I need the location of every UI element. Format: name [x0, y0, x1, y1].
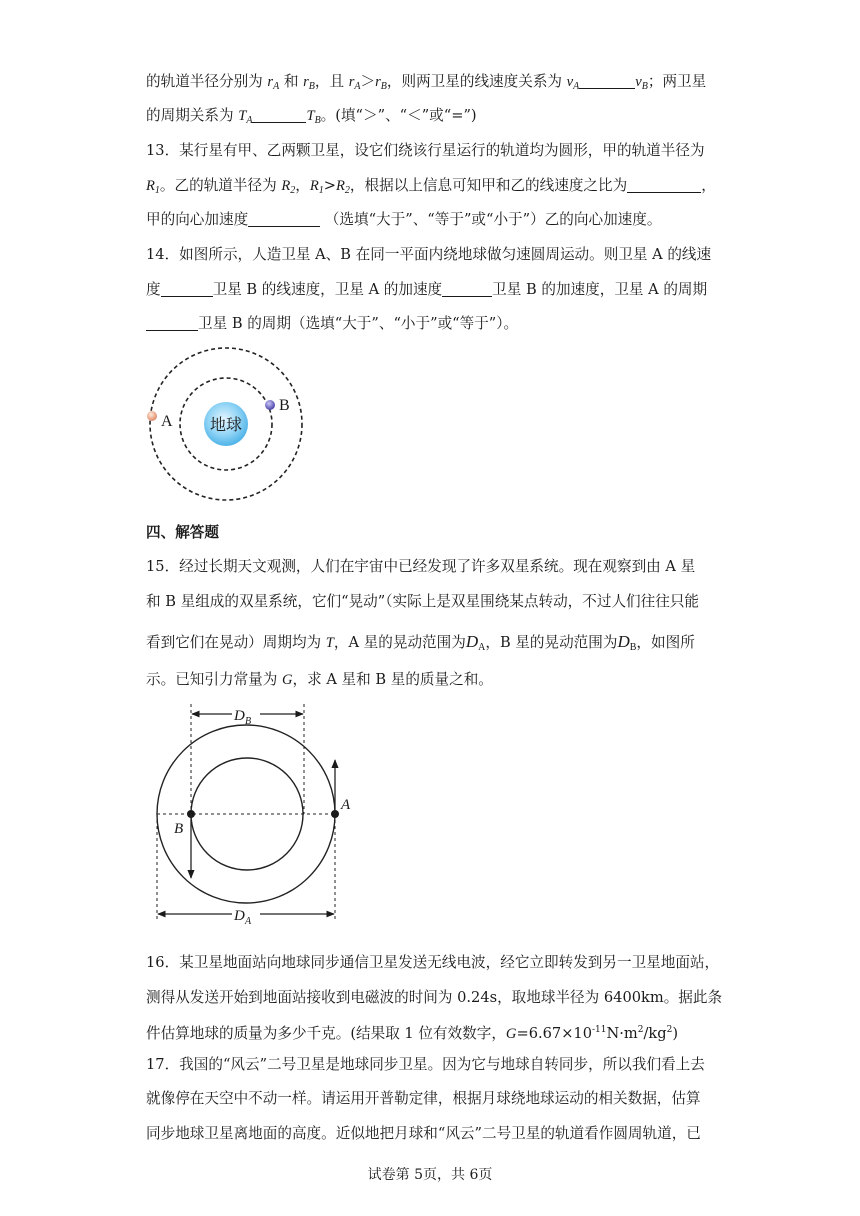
text: 的周期关系为 — [146, 107, 239, 124]
text: 和 — [279, 73, 304, 90]
page-footer: 试卷第 5页，共 6页 — [367, 1167, 493, 1183]
var-r: r — [267, 74, 274, 90]
var-v: v — [635, 74, 642, 90]
text: 件估算地球的质量为多少千克。(结果取 1 位有效数字， — [146, 1025, 506, 1042]
var-v: v — [566, 74, 574, 90]
var-r: r — [375, 74, 381, 90]
q14-line-1: 14．如图所示，人造卫星 A、B 在同一平面内绕地球做匀速圆周运动。则卫星 A 的线速 — [146, 246, 712, 263]
q13-line-3 — [146, 210, 661, 230]
q15-line-4 — [146, 670, 493, 690]
star-a-label: A — [341, 797, 351, 813]
answer-blank[interactable] — [161, 282, 213, 297]
text: 。(填“＞”、“＜”或“=”) — [320, 107, 477, 124]
q17-line-2: 就像停在天空中不动一样。请运用开普勒定律，根据月球绕地球运动的相关数据，估算 — [146, 1090, 701, 1107]
q15-line-2: 和 B 星组成的双星系统，它们“晃动”（实际上是双星围绕某点转动，不过人们往往只能 — [146, 593, 700, 610]
var-g: G — [505, 1026, 517, 1042]
sub: B — [380, 81, 387, 92]
answer-blank[interactable] — [248, 212, 320, 227]
sub: 1 — [154, 185, 160, 196]
text: ；两卫星 — [647, 73, 707, 90]
var-r: r — [348, 74, 355, 90]
text: 看到它们在晃动）周期均为 — [146, 634, 326, 651]
text: 的轨道半径分别为 — [146, 73, 268, 90]
q16-line-1: 16．某卫星地面站向地球同步通信卫星发送无线电波，经它立即转发到另一卫星地面站， — [146, 954, 720, 971]
var-d: D — [465, 632, 479, 651]
label-db: D — [234, 708, 245, 724]
binary-star-figure — [146, 702, 366, 928]
text: ，则两卫星的线速度关系为 — [386, 73, 567, 90]
text: ，如图所 — [636, 634, 695, 651]
text: 度 — [146, 281, 161, 298]
exponent: -11 — [592, 1025, 607, 1035]
var-t: T — [325, 635, 334, 651]
q12-line-2 — [146, 106, 477, 131]
var-r: R — [309, 178, 319, 194]
q14-line-2 — [146, 280, 707, 300]
q17-line-1: 17．我国的“风云”二号卫星是地球同步卫星。因为它与地球自转同步，所以我们看上去 — [146, 1056, 705, 1073]
sub: 1 — [318, 185, 324, 196]
var-r: R — [146, 178, 155, 194]
q16-line-3 — [146, 1020, 678, 1044]
var-g: G — [281, 672, 293, 688]
text: N·m — [606, 1025, 638, 1042]
answer-blank[interactable] — [579, 74, 635, 89]
text: ＞ — [360, 73, 376, 90]
text: > — [323, 177, 336, 194]
text: ，B 星的晃动范围为 — [485, 634, 618, 651]
text: 。乙的轨道半径为 — [159, 177, 282, 194]
var-r: R — [281, 178, 291, 194]
text: 卫星 B 的周期（选填“大于”、“小于”或“等于”）。 — [198, 315, 519, 332]
sub: A — [573, 81, 580, 92]
sub: A — [354, 81, 361, 92]
label-da-sub: A — [245, 916, 252, 927]
answer-blank[interactable] — [442, 282, 492, 297]
sub: B — [314, 115, 321, 126]
earth-label: 地球 — [209, 415, 243, 434]
satellite-b-label: B — [279, 397, 290, 414]
text: （选填“大于”、“等于”或“小于”）乙的向心加速度。 — [320, 211, 662, 228]
var-t: T — [238, 108, 247, 124]
label-db-sub: B — [245, 716, 252, 727]
text: ，根据以上信息可知甲和乙的线速度之比为 — [349, 177, 628, 194]
q13-line-2 — [146, 176, 716, 201]
sub: B — [629, 642, 637, 653]
sub: A — [478, 642, 486, 653]
text: 卫星 B 的加速度，卫星 A 的周期 — [492, 281, 708, 298]
orbit-figure — [140, 344, 310, 506]
satellite-a-label: A — [161, 413, 173, 430]
q15-line-3 — [146, 632, 695, 658]
var-r: R — [336, 178, 345, 194]
answer-blank[interactable] — [627, 178, 701, 193]
satellite-a — [147, 411, 157, 421]
q12-line-1 — [146, 72, 706, 97]
text: 示。已知引力常量为 — [146, 671, 282, 688]
text: ，A 星的晃动范围为 — [333, 634, 466, 651]
sub: B — [641, 81, 648, 92]
text: =6.67×10 — [516, 1025, 592, 1042]
answer-blank[interactable] — [252, 108, 306, 123]
answer-blank[interactable] — [146, 316, 198, 331]
text: ，且 — [314, 73, 349, 90]
satellite-b — [265, 400, 275, 410]
q15-line-1: 15．经过长期天文观测，人们在宇宙中已经发现了许多双星系统。现在观察到由 A 星 — [146, 558, 696, 575]
exponent: 2 — [666, 1025, 673, 1035]
var-t: T — [306, 108, 315, 124]
section-title: 四、解答题 — [146, 524, 219, 541]
text: /kg — [643, 1025, 667, 1042]
text: ) — [672, 1025, 679, 1042]
sub: 2 — [344, 185, 350, 196]
text: ，求 A 星和 B 星的质量之和。 — [292, 671, 493, 688]
text: ， — [701, 177, 716, 194]
q13-line-1: 13．某行星有甲、乙两颗卫星，设它们绕该行星运行的轨道均为圆形，甲的轨道半径为 — [146, 142, 705, 159]
text: 卫星 B 的线速度，卫星 A 的加速度 — [212, 281, 443, 298]
exponent: 2 — [637, 1025, 644, 1035]
q16-line-2: 测得从发送开始到地面站接收到电磁波的时间为 0.24s，取地球半径为 6400km。据此条 — [146, 989, 723, 1006]
q14-line-3 — [146, 314, 518, 334]
var-r: r — [303, 74, 309, 90]
q17-line-3: 同步地球卫星离地面的高度。近似地把月球和“风云”二号卫星的轨道看作圆周轨道，已 — [146, 1125, 701, 1142]
var-d: D — [617, 632, 630, 651]
sub: 2 — [290, 185, 296, 196]
star-b-label: B — [174, 821, 184, 837]
sub: B — [308, 81, 315, 92]
text: ， — [295, 177, 310, 194]
text: 甲的向心加速度 — [146, 211, 249, 228]
sub: A — [273, 81, 280, 92]
sub: A — [246, 115, 253, 126]
label-da: D — [234, 908, 245, 924]
